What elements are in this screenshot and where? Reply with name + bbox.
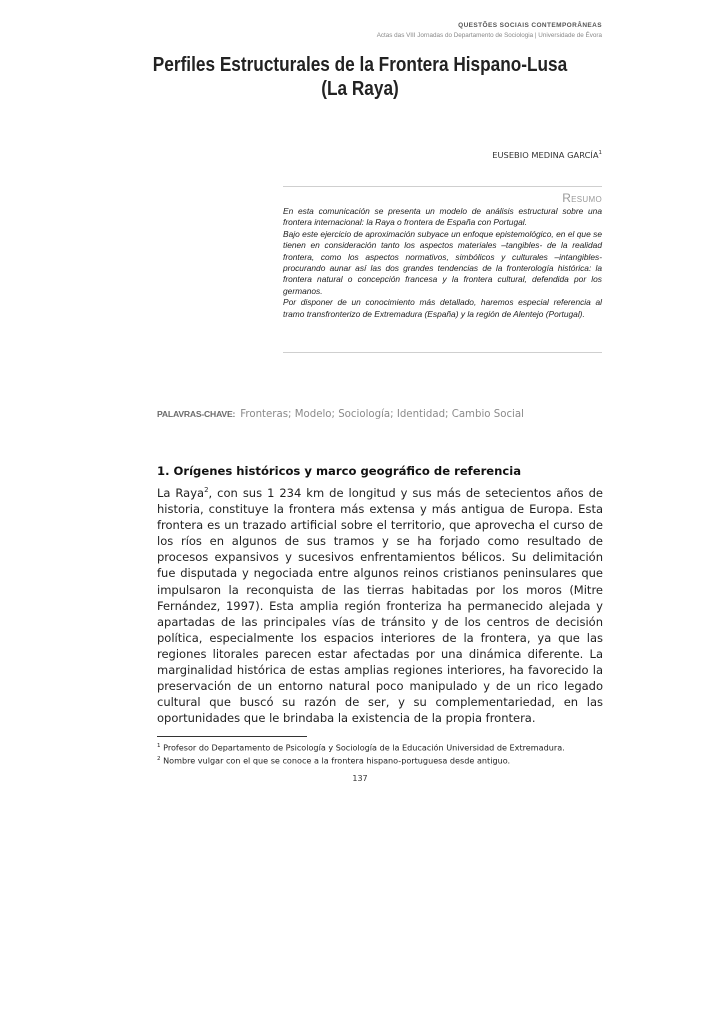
footnote-1-text: Profesor do Departamento de Psicología y Sociología de la Educación Universidad de Extremadura. (163, 742, 565, 753)
paper-title-line-2: (La Raya) (321, 77, 399, 100)
page-number: 137 (352, 774, 368, 783)
footnote-separator (157, 736, 307, 737)
abstract-bottom-rule (283, 352, 602, 353)
paper-title (58, 53, 663, 101)
keywords-label: PALAVRAS-CHAVE: (157, 409, 236, 419)
running-header-title: QUESTÕES SOCIAIS CONTEMPORÂNEAS (458, 22, 602, 29)
footnote-2-mark: 2 (157, 755, 161, 762)
footnote-2-text: Nombre vulgar con el que se conoce a la frontera hispano-portuguesa desde antiguo. (163, 755, 511, 766)
footnotes-block (157, 741, 565, 766)
abstract-heading: Resumo (562, 191, 602, 205)
abstract-paragraph-2: Bajo este ejercicio de aproximación subyace un enfoque epistemológico, en el que se tienen en consideración tanto los aspectos materiales –tangibles- de la realidad frontera, como los aspectos normativos, simbólicos y culturales –intangibles- procurando aunar así las dos grandes tendencias de la fronterología histórica: la frontera natural o concepción francesa y la frontera cultural, defendida por los germanos. (283, 228, 602, 296)
keywords-values: Fronteras; Modelo; Sociología; Identidad; Cambio Social (240, 409, 524, 420)
abstract-paragraph-1: En esta comunicación se presenta un modelo de análisis estructural sobre una frontera internacional: la Raya o frontera de España con Portugal. (283, 206, 602, 228)
author-name: EUSEBIO MEDINA GARCÍA (492, 150, 599, 160)
body-paragraph-rest: , con sus 1 234 km de longitud y sus más de setecientos años de historia, constituye la frontera más extensa y más antigua de Europa. Esta frontera es un trazado artificial sobre el territorio, que aprovecha el curso de los ríos en algunos de sus tramos y se ha forjado como resultado de procesos expansivos y sucesivos enfrentamientos bélicos. Su delimitación fue disputada y negociada entre algunos reinos cristianos peninsulares que impulsaron la reconquista de las tierras habitadas por los moros (Mitre Fernández, 1997). Esta amplia región fronteriza ha permanecido alejada y apartadas de las principales vías de tránsito y de los centros de decisión política, especialmente los espacios interiores de la frontera, ya que las regiones litorales parecen estar afectadas por una dinámica diferente. La marginalidad histórica de estas amplias regiones interiores, ha favorecido la preservación de un entorno natural poco manipulado y de un rico legado cultural que buscó su razón de ser, y su complementariedad, en las oportunidades que le brindaba la existencia de la propia frontera. (157, 486, 603, 726)
author-line (492, 150, 602, 160)
paper-title-line-1: Perfiles Estructurales de la Frontera Hispano-Lusa (152, 53, 568, 76)
keywords-line (157, 402, 524, 421)
abstract-top-rule (283, 186, 602, 187)
footnote-2 (157, 754, 565, 767)
footnote-1 (157, 741, 565, 754)
section-heading: 1. Orígenes históricos y marco geográfico de referencia (157, 464, 522, 478)
body-paragraph-start: La Raya (157, 486, 205, 500)
footnote-1-mark: 1 (157, 743, 161, 749)
abstract-block (283, 206, 602, 320)
running-header-subtitle: Actas das VIII Jornadas do Departamento de Sociologia | Universidade de Évora (376, 32, 602, 39)
body-footnote-mark: 2 (204, 486, 209, 495)
body-paragraph (157, 485, 603, 726)
abstract-paragraph-3: Por disponer de un conocimiento más detallado, haremos especial referencia al tramo transfronterizo de Extremadura (España) y la región de Alentejo (Portugal). (283, 297, 602, 319)
author-footnote-mark: 1 (598, 150, 602, 157)
section-body (157, 485, 603, 726)
